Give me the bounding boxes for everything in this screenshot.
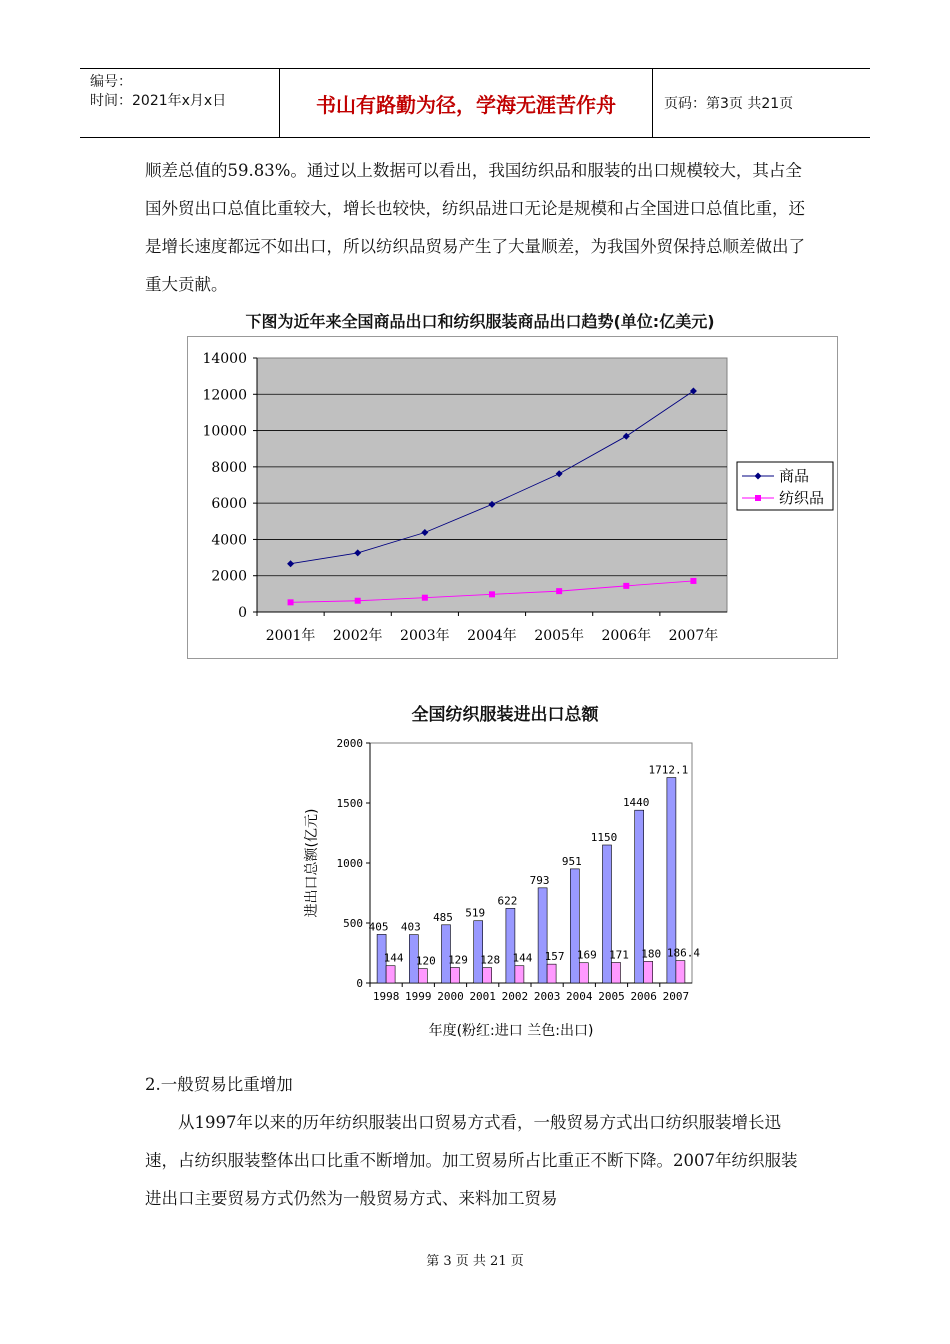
line-chart bbox=[187, 336, 838, 659]
data-point bbox=[690, 578, 696, 584]
y-tick-label: 0 bbox=[356, 977, 363, 990]
bar-data-label: 180 bbox=[641, 947, 662, 961]
data-point bbox=[623, 583, 629, 589]
x-tick-label: 2007 bbox=[662, 990, 690, 1003]
bar bbox=[547, 964, 556, 983]
bar bbox=[644, 961, 653, 983]
bar-data-label: 403 bbox=[400, 920, 421, 934]
header-motto: 书山有路勤为径，学海无涯苦作舟 bbox=[280, 69, 653, 137]
paragraph-1: 顺差总值的59.83%。通过以上数据可以看出，我国纺织品和服装的出口规模较大，其占全国外贸出口总值比重较大，增长也较快，纺织品进口无论是规模和占全国进口总值比重，还是增长速度都远不如出口，所以纺织品贸易产生了大量顺差，为我国外贸保持总顺差做出了重大贡献。 bbox=[145, 161, 805, 294]
y-tick-label: 1000 bbox=[336, 857, 363, 870]
bar-data-label: 120 bbox=[415, 954, 436, 968]
legend-label: 纺织品 bbox=[779, 489, 825, 507]
bar-chart bbox=[290, 725, 720, 1045]
bar-data-label: 951 bbox=[561, 854, 582, 868]
y-tick-label: 14000 bbox=[202, 351, 247, 367]
bar-data-label: 144 bbox=[512, 951, 533, 965]
y-tick-label: 2000 bbox=[211, 568, 247, 585]
bar bbox=[515, 966, 524, 983]
y-tick-label: 6000 bbox=[211, 496, 247, 513]
x-tick-label: 1999 bbox=[405, 990, 432, 1003]
line-chart-title: 下图为近年来全国商品出口和纺织服装商品出口趋势(单位:亿美元) bbox=[245, 312, 715, 331]
data-point bbox=[422, 595, 428, 601]
y-tick-label: 0 bbox=[238, 605, 247, 621]
x-tick-label: 2003年 bbox=[400, 628, 450, 644]
bar bbox=[676, 961, 685, 983]
bar bbox=[418, 969, 427, 983]
bar-data-label: 1712.1 bbox=[648, 763, 689, 777]
y-tick-label: 8000 bbox=[211, 459, 247, 476]
legend-marker bbox=[755, 495, 761, 501]
bar-data-label: 129 bbox=[448, 953, 468, 967]
x-axis-title: 年度(粉红:进口 兰色:出口) bbox=[428, 1023, 594, 1039]
bar-data-label: 169 bbox=[576, 948, 597, 962]
x-tick-label: 2007年 bbox=[668, 628, 719, 644]
data-point bbox=[489, 591, 495, 597]
x-tick-label: 2002年 bbox=[332, 628, 383, 644]
x-tick-label: 2006年 bbox=[601, 628, 652, 644]
bar-data-label: 519 bbox=[465, 906, 486, 920]
x-tick-label: 2004年 bbox=[467, 628, 517, 644]
time-label: 时间：2021年x月x日 bbox=[90, 93, 227, 109]
bar bbox=[579, 963, 588, 983]
x-tick-label: 1998 bbox=[372, 990, 400, 1003]
bar-data-label: 171 bbox=[609, 948, 629, 962]
x-tick-label: 2003 bbox=[533, 990, 561, 1003]
bar-data-label: 186.4 bbox=[666, 946, 700, 960]
bar bbox=[506, 908, 515, 983]
bar bbox=[570, 869, 579, 983]
legend-label: 商品 bbox=[779, 467, 810, 485]
y-tick-label: 2000 bbox=[336, 737, 363, 750]
bar-data-label: 128 bbox=[480, 953, 501, 967]
bar-data-label: 622 bbox=[497, 894, 518, 908]
bar-chart-title: 全国纺织服装进出口总额 bbox=[411, 705, 599, 725]
header-meta bbox=[80, 69, 280, 137]
bar bbox=[538, 888, 547, 983]
x-tick-label: 2005年 bbox=[534, 628, 584, 644]
x-tick-label: 2006 bbox=[630, 990, 657, 1003]
bar-data-label: 144 bbox=[383, 951, 404, 965]
x-tick-label: 2000 bbox=[437, 990, 464, 1003]
x-tick-label: 2005 bbox=[598, 990, 625, 1003]
y-axis-title: 进出口总额(亿元) bbox=[304, 808, 320, 918]
y-tick-label: 4000 bbox=[211, 532, 247, 549]
plot-area bbox=[257, 358, 727, 612]
page-header bbox=[80, 68, 870, 138]
x-tick-label: 2002 bbox=[501, 990, 529, 1003]
data-point bbox=[556, 588, 562, 594]
bar-data-label: 485 bbox=[433, 910, 453, 924]
y-tick-label: 10000 bbox=[202, 423, 247, 440]
paragraph-2: 从1997年以来的历年纺织服装出口贸易方式看，一般贸易方式出口纺织服装增长迅速，占纺织服装整体出口比重不断增加。加工贸易所占比重正不断下降。2007年纺织服装进出口主要贸易方式仍然为一般贸易方式、来料加工贸易 bbox=[145, 1113, 798, 1208]
x-tick-label: 2001 bbox=[469, 990, 496, 1003]
x-tick-label: 2001年 bbox=[265, 628, 316, 644]
bar bbox=[386, 966, 395, 983]
bar bbox=[451, 968, 460, 983]
y-tick-label: 12000 bbox=[202, 387, 247, 404]
data-point bbox=[288, 599, 294, 605]
x-tick-label: 2004 bbox=[566, 990, 593, 1003]
bar-data-label: 1440 bbox=[622, 796, 650, 810]
y-tick-label: 500 bbox=[343, 917, 363, 930]
header-page-info: 页码：第3页 共21页 bbox=[664, 96, 794, 112]
bar-data-label: 1150 bbox=[590, 831, 618, 844]
page-footer: 第 3 页 共 21 页 bbox=[426, 1254, 524, 1269]
bar bbox=[603, 845, 612, 983]
bar-data-label: 157 bbox=[544, 950, 565, 964]
data-point bbox=[355, 598, 361, 604]
bar bbox=[483, 968, 492, 983]
bar-data-label: 793 bbox=[529, 873, 550, 887]
number-label: 编号： bbox=[90, 74, 132, 90]
bar bbox=[474, 921, 483, 983]
bar bbox=[612, 962, 621, 983]
section-heading: 2.一般贸易比重增加 bbox=[145, 1075, 293, 1094]
bar-data-label: 405 bbox=[368, 920, 389, 934]
y-tick-label: 1500 bbox=[336, 797, 363, 810]
